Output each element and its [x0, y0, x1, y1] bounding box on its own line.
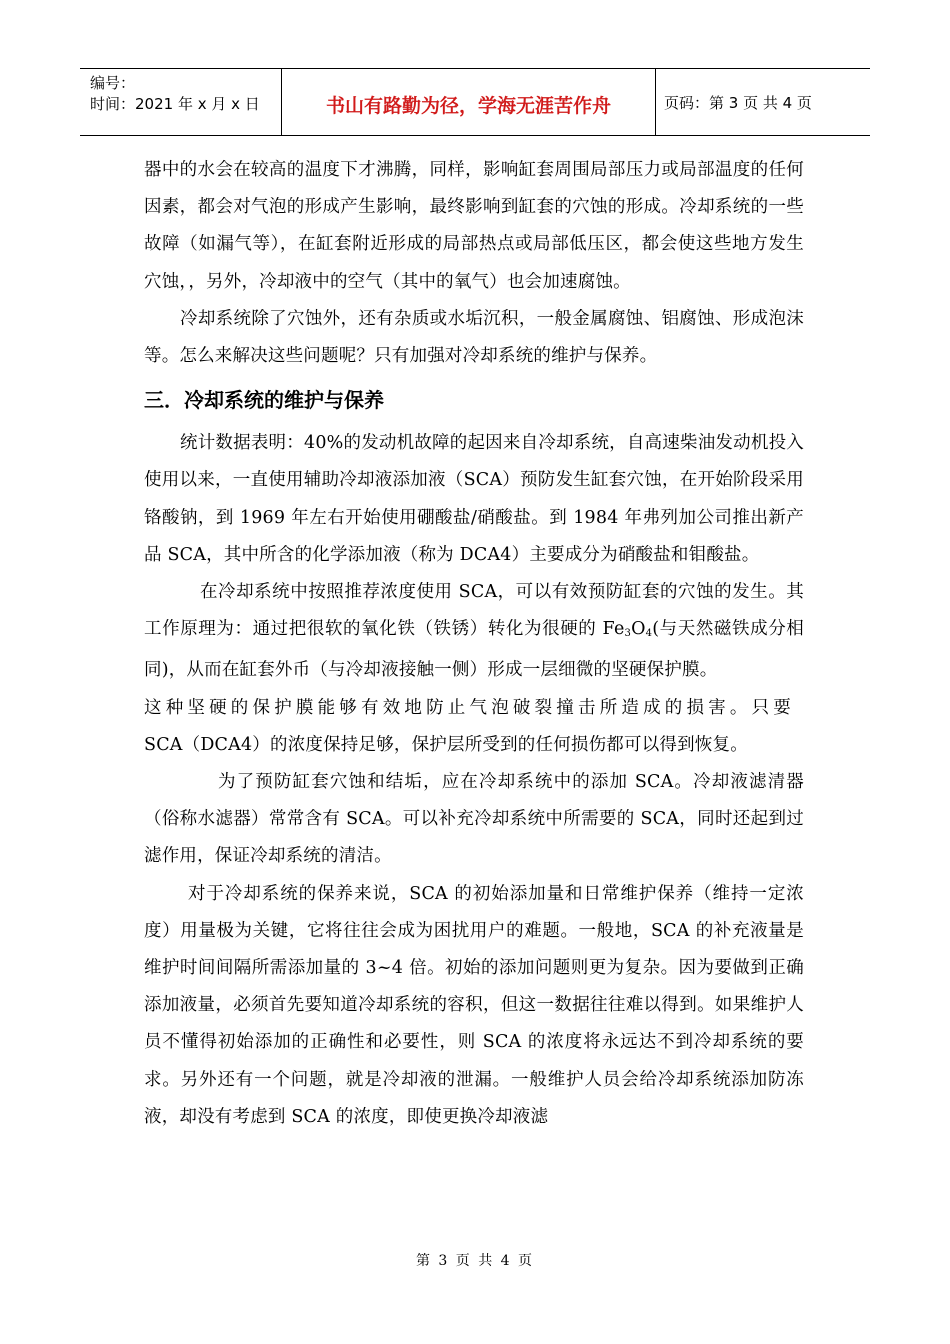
document-date: 时间：2021 年 x 月 x 日 — [90, 95, 260, 113]
paragraph-4-part-b: (与天然磁铁成分相同)，从而在缸套外币（与冷却液接触一侧）形成一层细微的坚硬保护膜。 — [144, 619, 804, 681]
header-motto: 书山有路勤为径，学海无涯苦作舟 — [282, 69, 656, 135]
paragraph-1: 器中的水会在较高的温度下才沸腾，同样，影响缸套周围局部压力或局部温度的任何因素，都会对气泡的形成产生影响，最终影响到缸套的穴蚀的形成。冷却系统的一些故障（如漏气等），在缸套附近形成的局部热点或局部低压区，都会使这些地方发生穴蚀，，另外，冷却液中的空气（其中的氧气）也会加速腐蚀。 — [144, 160, 804, 292]
paragraph-3: 统计数据表明：40%的发动机故障的起因来自冷却系统，自高速柴油发动机投入使用以来，一直使用辅助冷却液添加液（SCA）预防发生缸套穴蚀，在开始阶段采用铬酸钠，到 1969 年左右开始使用硼酸盐/硝酸盐。到 1984 年弗列加公司推出新产品 SCA，其中所含的化学添加液（称为 DCA4）主要成分为硝酸盐和钼酸盐。 — [144, 433, 804, 565]
paragraph-4 — [144, 574, 804, 764]
paragraph-5: 为了预防缸套穴蚀和结垢，应在冷却系统中的添加 SCA。冷却液滤清器（俗称水滤器）常常含有 SCA。可以补充冷却系统中所需要的 SCA，同时还起到过滤作用，保证冷却系统的清洁。 — [144, 772, 804, 867]
section-heading-3: 三．冷却系统的维护与保养 — [144, 388, 384, 413]
paragraph-4-part-d: SCA（DCA4）的浓度保持足够，保护层所受到的任何损伤都可以得到恢复。 — [144, 734, 748, 755]
page-footer: 第 3 页 共 4 页 — [415, 1253, 535, 1269]
paragraph-2: 冷却系统除了穴蚀外，还有杂质或水垢沉积，一般金属腐蚀、铝腐蚀、形成泡沫等。怎么来解决这些问题呢？只有加强对冷却系统的维护与保养。 — [144, 308, 804, 367]
paragraph-4-part-c: 这种坚硬的保护膜能够有效地防止气泡破裂撞击所造成的损害。只要 — [144, 697, 795, 718]
subscript-3: 3 — [624, 628, 632, 640]
header-meta — [80, 69, 282, 135]
page-header — [80, 68, 870, 136]
paragraph-6: 对于冷却系统的保养来说，SCA 的初始添加量和日常维护保养（维持一定浓度）用量极为关键，它将往往会成为困扰用户的难题。一般地，SCA 的补充液量是维护时间间隔所需添加量的 3~4 倍。初始的添加问题则更为复杂。因为要做到正确添加液量，必须首先要知道冷却系统的容积，但这一数据往往难以得到。如果维护人员不懂得初始添加的正确性和必要性，则 SCA 的浓度将永远达不到冷却系统的要求。另外还有一个问题，就是冷却液的泄漏。一般维护人员会给冷却系统添加防冻液，却没有考虑到 SCA 的浓度，即使更换冷却液滤 — [144, 883, 804, 1127]
paragraph-4-oxygen: O — [631, 619, 646, 640]
document-body — [144, 152, 804, 1136]
subscript-4: 4 — [645, 628, 653, 640]
header-page-code: 页码：第 3 页 共 4 页 — [664, 93, 812, 112]
document-number-label: 编号： — [90, 74, 136, 92]
paragraph-4-part-a: 在冷却系统中按照推荐浓度使用 SCA，可以有效预防缸套的穴蚀的发生。其工作原理为：通过把很软的氧化铁（铁锈）转化为很硬的 Fe — [144, 582, 804, 640]
